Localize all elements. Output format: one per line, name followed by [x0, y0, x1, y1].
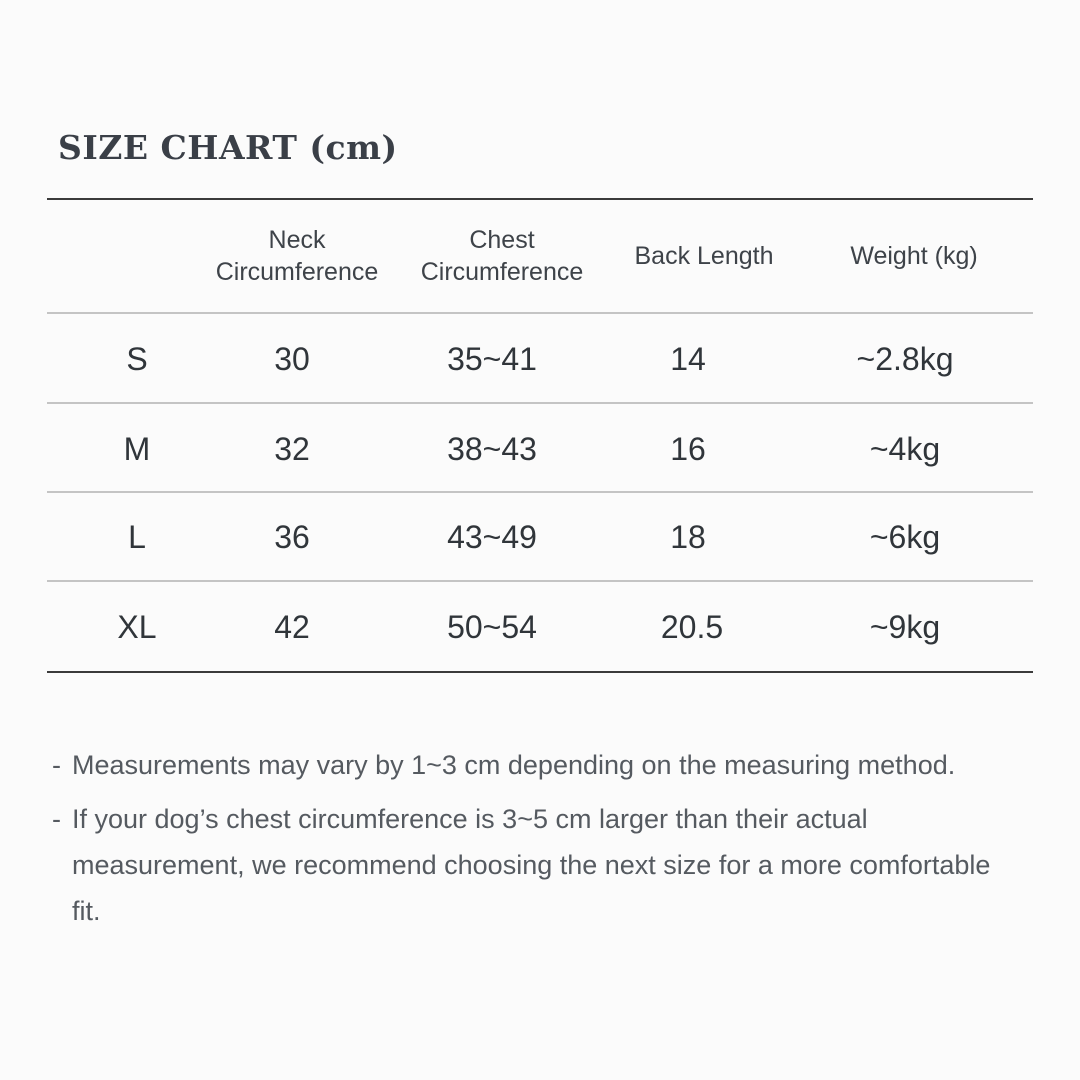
column-header-chest-line2: Circumference: [420, 258, 584, 286]
chest-cell: 50~54: [447, 608, 537, 645]
table-divider: [47, 580, 1033, 582]
column-header-neck-line2: Circumference: [215, 258, 379, 286]
column-header-chest-line1: Chest: [469, 226, 535, 254]
column-header-neck: [207, 200, 387, 312]
back-length-cell: 18: [670, 518, 706, 555]
weight-cell: ~2.8kg: [856, 340, 954, 377]
table-row: [47, 315, 1033, 403]
back-length-cell: 14: [670, 340, 706, 377]
note-dash: -: [52, 750, 61, 780]
neck-cell: 42: [274, 608, 310, 645]
neck-cell: 36: [274, 518, 310, 555]
back-length-cell: 20.5: [660, 608, 724, 645]
size-cell: S: [126, 340, 148, 377]
notes-section: [52, 742, 1052, 942]
table-header-row: [47, 200, 1033, 312]
size-cell: XL: [117, 608, 157, 645]
weight-cell: ~9kg: [869, 608, 941, 645]
column-header-back-length-line1: Back Length: [634, 242, 774, 270]
note-text: If your dog’s chest circumference is 3~5 cm larger than their actual measurement, we recommend choosing the next size for a more comfortable fit.: [72, 804, 991, 926]
weight-cell: ~6kg: [869, 518, 941, 555]
table-row: [47, 493, 1033, 581]
weight-cell: ~4kg: [869, 430, 941, 467]
chest-cell: 43~49: [447, 518, 537, 555]
column-header-size: [47, 200, 227, 312]
page-title: SIZE CHART (cm): [58, 128, 398, 167]
note-item: [52, 796, 1002, 934]
note-dash: -: [52, 804, 61, 834]
size-cell: L: [128, 518, 146, 555]
table-row: [47, 583, 1033, 671]
column-header-neck-line1: Neck: [268, 226, 326, 254]
column-header-chest: [407, 200, 597, 312]
column-header-weight-line1: Weight (kg): [850, 242, 978, 270]
chest-cell: 35~41: [447, 340, 537, 377]
note-item: [52, 742, 1052, 788]
table-row: [47, 405, 1033, 493]
table-divider: [47, 312, 1033, 314]
neck-cell: 30: [274, 340, 310, 377]
chest-cell: 38~43: [447, 430, 537, 467]
column-header-back-length: [609, 200, 799, 312]
size-cell: M: [123, 430, 151, 467]
neck-cell: 32: [274, 430, 310, 467]
table-bottom-rule: [47, 671, 1033, 673]
note-text: Measurements may vary by 1~3 cm depending on the measuring method.: [72, 750, 956, 780]
table-divider: [47, 402, 1033, 404]
back-length-cell: 16: [670, 430, 706, 467]
column-header-weight: [819, 200, 1009, 312]
